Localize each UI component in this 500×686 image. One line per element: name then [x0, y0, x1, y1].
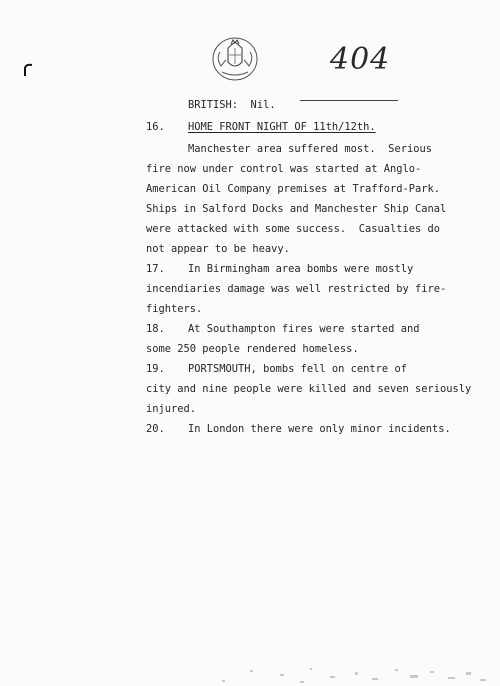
scan-noise — [0, 660, 500, 686]
paragraph-number: 17. — [146, 263, 165, 275]
header-rule — [300, 100, 398, 101]
paragraph-number: 20. — [146, 423, 165, 435]
section-heading: HOME FRONT NIGHT OF 11th/12th. — [188, 121, 376, 133]
paragraph-number: 19. — [146, 363, 165, 375]
paragraph-line: In London there were only minor incidents. — [188, 423, 451, 435]
paragraph-line: Manchester area suffered most. Serious — [188, 143, 432, 155]
royal-crest-emblem — [206, 32, 264, 84]
paragraph-line: were attacked with some success. Casualties do — [146, 223, 441, 235]
hand-mark — [22, 62, 38, 78]
handwritten-reference-number: 404 — [330, 42, 391, 77]
paragraph-line: PORTSMOUTH, bombs fell on centre of — [188, 363, 407, 375]
paragraph-number: 18. — [146, 323, 165, 335]
paragraph-line: fire now under control was started at Anglo- — [146, 163, 422, 175]
paragraph-line: Ships in Salford Docks and Manchester Ship Canal — [146, 203, 447, 215]
paragraph-line: In Birmingham area bombs were mostly — [188, 263, 414, 275]
paragraph-line: fighters. — [146, 303, 203, 315]
paragraph-number: 16. — [146, 121, 165, 133]
paragraph-line: injured. — [146, 403, 197, 415]
paragraph-line: incendiaries damage was well restricted by fire- — [146, 283, 447, 295]
paragraph-line: American Oil Company premises at Trafford-Park. — [146, 183, 441, 195]
classification-line: BRITISH: Nil. — [188, 99, 276, 111]
paragraph-line: At Southampton fires were started and — [188, 323, 420, 335]
paragraph-line: some 250 people rendered homeless. — [146, 343, 359, 355]
paragraph-line: city and nine people were killed and seven seriously — [146, 383, 472, 395]
paragraph-line: not appear to be heavy. — [146, 243, 290, 255]
